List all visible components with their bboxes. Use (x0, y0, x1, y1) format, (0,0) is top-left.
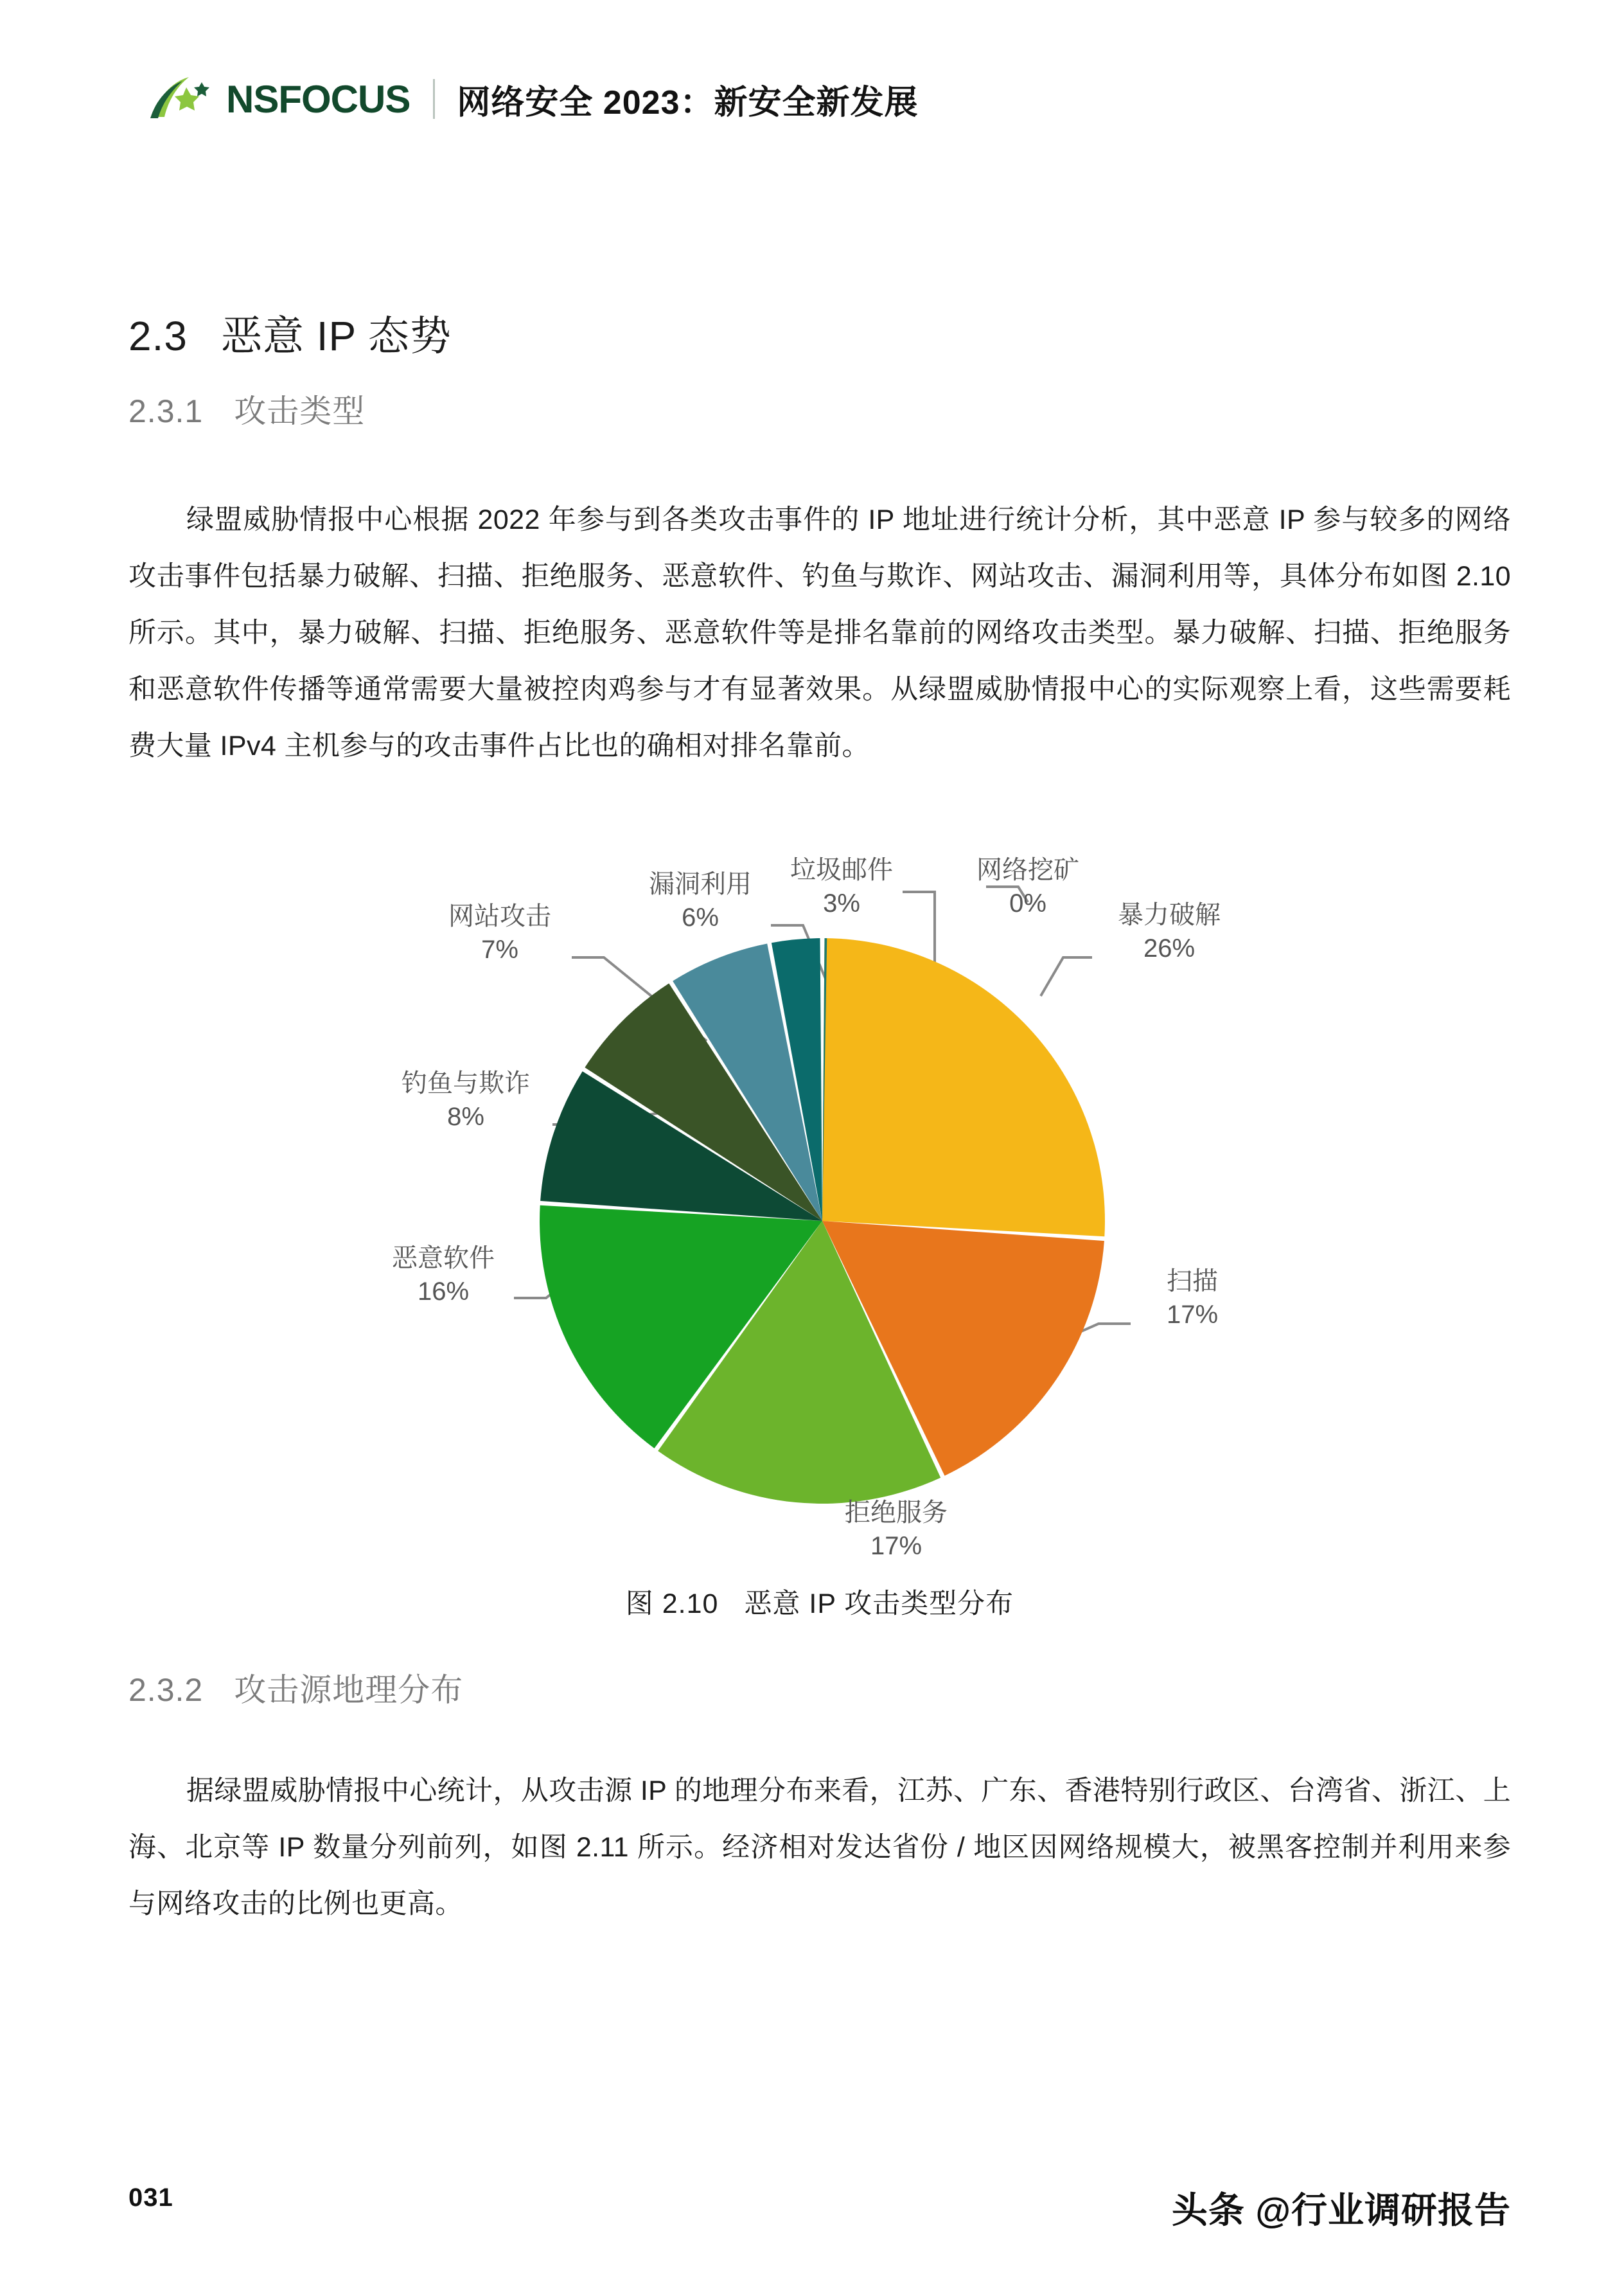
pie-label-value: 17% (870, 1532, 922, 1560)
pie-slices (540, 938, 1105, 1504)
document-header (149, 69, 919, 129)
subsection-heading-2-3-1 (128, 386, 365, 432)
pie-label-lajiyoujian (771, 853, 912, 920)
subsection-title: 攻击类型 (234, 393, 366, 429)
pie-slice (822, 938, 1105, 1236)
page-number: 031 (128, 2183, 173, 2212)
figure-caption-number: 图 2.10 (625, 1588, 719, 1619)
pie-label-name: 网站攻击 (448, 902, 551, 930)
subsection-title: 攻击源地理分布 (234, 1672, 464, 1708)
pie-label-name: 扫描 (1167, 1267, 1218, 1295)
pie-label-wangluowakuang (957, 853, 1099, 920)
subsection-number: 2.3.1 (128, 393, 204, 429)
figure-caption (128, 1582, 1511, 1621)
figure-caption-title: 恶意 IP 攻击类型分布 (744, 1588, 1014, 1619)
nsfocus-logo-text: NSFOCUS (226, 77, 410, 121)
pie-label-name: 垃圾邮件 (790, 856, 893, 884)
pie-label-value: 6% (682, 903, 719, 932)
pie-label-value: 7% (481, 936, 518, 964)
pie-chart (128, 835, 1511, 1581)
pie-label-name: 恶意软件 (392, 1244, 495, 1272)
pie-label-value: 26% (1143, 934, 1196, 963)
header-title: 网络安全 2023：新安全新发展 (457, 84, 919, 121)
figure-2-10 (128, 835, 1511, 1645)
section-heading-2-3 (128, 303, 452, 362)
section-title: 恶意 IP 态势 (220, 313, 452, 359)
pie-label-name: 钓鱼与欺诈 (402, 1069, 530, 1098)
pie-label-baolipojie (1095, 898, 1243, 965)
pie-label-diaoyuyuqizha (379, 1067, 552, 1134)
header-divider (433, 79, 435, 119)
pie-label-value: 16% (417, 1277, 470, 1306)
pie-label-name: 暴力破解 (1118, 901, 1221, 929)
watermark: 头条 @行业调研报告 (1171, 2190, 1511, 2230)
subsection-number: 2.3.2 (128, 1672, 204, 1708)
pie-label-wangzhangongji (429, 900, 570, 966)
pie-label-eyiruanjian (373, 1241, 514, 1308)
pie-label-saomiao (1134, 1265, 1250, 1331)
pie-label-value: 3% (823, 889, 860, 918)
pie-label-jujuefuwu (822, 1496, 970, 1563)
pie-label-name: 网络挖矿 (976, 856, 1079, 884)
nsfocus-logo (149, 76, 410, 122)
subsection-heading-2-3-2 (128, 1664, 463, 1711)
pie-label-name: 拒绝服务 (845, 1498, 948, 1527)
leader-line-baolipojie (1041, 957, 1092, 996)
nsfocus-leaf-logo-icon (149, 76, 216, 122)
pie-label-value: 0% (1009, 889, 1046, 918)
pie-label-loudongliyong (630, 867, 771, 934)
section-number: 2.3 (128, 313, 188, 359)
pie-chart-svg (128, 835, 1511, 1581)
paragraph-attack-types: 绿盟威胁情报中心根据 2022 年参与到各类攻击事件的 IP 地址进行统计分析，其中恶意 IP 参与较多的网络攻击事件包括暴力破解、扫描、拒绝服务、恶意软件、钓鱼与欺诈、网站攻击、漏洞利用等，具体分布如图 2.10 所示。其中，暴力破解、扫描、拒绝服务、恶意软件等是排名靠前的网络攻击类型。暴力破解、扫描、拒绝服务和恶意软件传播等通常需要大量被控肉鸡参与才有显著效果。从绿盟威胁情报中心的实际观察上看，这些需要耗费大量 IPv4 主机参与的攻击事件占比也的确相对排名靠前。 (128, 504, 1511, 761)
pie-label-value: 8% (447, 1103, 484, 1131)
pie-label-value: 17% (1166, 1301, 1219, 1329)
pie-label-name: 漏洞利用 (649, 870, 752, 898)
paragraph-geo-distribution: 据绿盟威胁情报中心统计，从攻击源 IP 的地理分布来看，江苏、广东、香港特别行政区、台湾省、浙江、上海、北京等 IP 数量分列前列，如图 2.11 所示。经济相对发达省份 / 地区因网络规模大，被黑客控制并利用来参与网络攻击的比例也更高。 (128, 1775, 1511, 1919)
